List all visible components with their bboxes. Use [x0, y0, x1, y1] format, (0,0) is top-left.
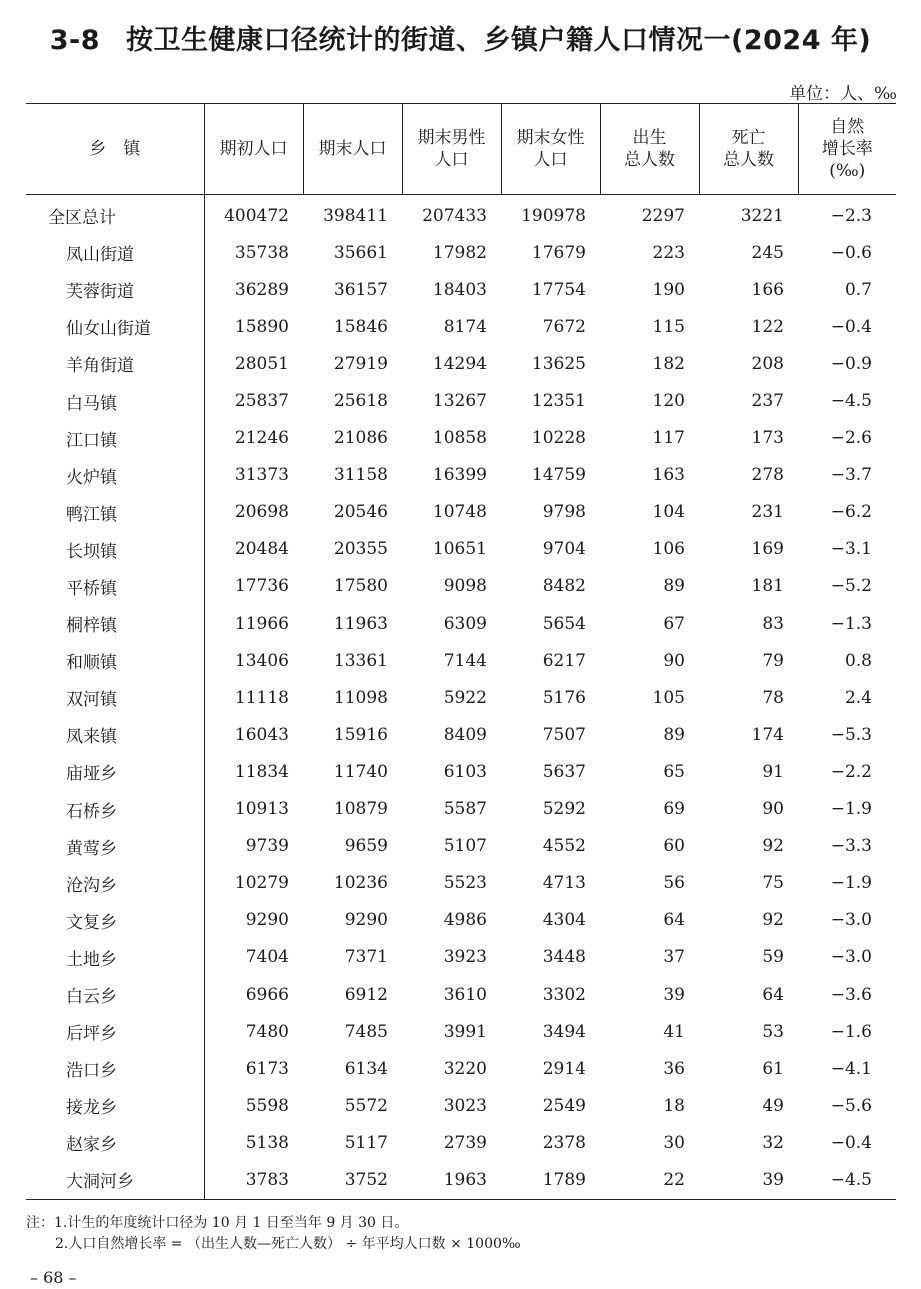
value-cell: 5117: [344, 1132, 388, 1153]
table-row: [26, 828, 896, 865]
value-cell: 13406: [234, 650, 289, 671]
value-cell: 27919: [333, 353, 388, 374]
column-header: 自然 增长率 (‰): [798, 104, 896, 195]
value-cell: 2.4: [844, 687, 872, 708]
table-row: [26, 345, 896, 382]
township-name-cell: 桐梓镇: [26, 605, 204, 642]
value-cell: −5.3: [830, 724, 872, 745]
value-cell: 20546: [333, 502, 388, 523]
table-row: [26, 939, 896, 976]
value-cell: 75: [762, 873, 784, 894]
value-cell: 15916: [333, 724, 388, 745]
value-cell: 11966: [234, 613, 289, 634]
value-cell: 231: [751, 502, 784, 523]
value-cell: 21246: [234, 428, 289, 449]
value-cell: 4304: [542, 910, 586, 931]
value-cell: 8409: [443, 724, 487, 745]
value-cell: 2549: [542, 1095, 586, 1116]
value-cell: 104: [652, 502, 685, 523]
value-cell: 7371: [344, 947, 388, 968]
value-cell: 9098: [443, 576, 487, 597]
column-header: 乡 镇: [26, 104, 204, 195]
value-cell: 9290: [245, 910, 289, 931]
value-cell: 15846: [333, 316, 388, 337]
value-cell: 169: [751, 539, 784, 560]
value-cell: 49: [762, 1095, 784, 1116]
value-cell: 1963: [402, 1161, 501, 1199]
township-name-cell: 凤来镇: [26, 716, 204, 753]
value-cell: 31158: [333, 465, 388, 486]
value-cell: 60: [663, 836, 685, 857]
value-cell: 35738: [234, 242, 289, 263]
value-cell: 3220: [443, 1058, 487, 1079]
value-cell: 64: [663, 910, 685, 931]
value-cell: 10236: [333, 873, 388, 894]
table-row: [26, 420, 896, 457]
township-name-cell: 沧沟乡: [26, 865, 204, 902]
township-name-cell: 石桥乡: [26, 791, 204, 828]
township-name-cell: 白云乡: [26, 976, 204, 1013]
township-name-cell: 庙垭乡: [26, 753, 204, 790]
value-cell: −3.3: [830, 836, 872, 857]
value-cell: 0.7: [844, 279, 872, 300]
value-cell: 30: [663, 1132, 685, 1153]
table-row: [26, 753, 896, 790]
table-row: [26, 234, 896, 271]
value-cell: 11740: [333, 761, 388, 782]
value-cell: 92: [762, 910, 784, 931]
footnotes: [26, 1213, 521, 1255]
value-cell: 36157: [333, 279, 388, 300]
township-name-cell: 火炉镇: [26, 457, 204, 494]
value-cell: 90: [663, 650, 685, 671]
value-cell: 9704: [542, 539, 586, 560]
value-cell: 4986: [443, 910, 487, 931]
township-name-cell: 长坝镇: [26, 531, 204, 568]
value-cell: 17754: [531, 279, 586, 300]
value-cell: 174: [751, 724, 784, 745]
value-cell: 190: [652, 279, 685, 300]
value-cell: 31373: [234, 465, 289, 486]
value-cell: 11118: [234, 687, 289, 708]
value-cell: 69: [663, 799, 685, 820]
value-cell: 5176: [542, 687, 586, 708]
value-cell: 17736: [234, 576, 289, 597]
value-cell: 3752: [303, 1161, 402, 1199]
value-cell: 78: [762, 687, 784, 708]
value-cell: 14759: [531, 465, 586, 486]
value-cell: 8174: [443, 316, 487, 337]
table-number: 3-8: [49, 25, 101, 56]
value-cell: −1.9: [830, 873, 872, 894]
value-cell: −0.6: [830, 242, 872, 263]
value-cell: 20698: [234, 502, 289, 523]
value-cell: 207433: [422, 205, 487, 226]
value-cell: −2.6: [830, 428, 872, 449]
value-cell: 6134: [344, 1058, 388, 1079]
footnote-2: 2.人口自然增长率 = （出生人数—死亡人数） ÷ 年平均人口数 × 1000‰: [55, 1236, 521, 1252]
township-name-cell: 仙女山街道: [26, 308, 204, 345]
value-cell: 53: [762, 1021, 784, 1042]
value-cell: 115: [652, 316, 685, 337]
page-number: – 68 –: [30, 1268, 77, 1287]
township-name-cell: 双河镇: [26, 679, 204, 716]
value-cell: −1.3: [830, 613, 872, 634]
township-name-cell: 江口镇: [26, 420, 204, 457]
value-cell: 64: [762, 984, 784, 1005]
table-row: [26, 642, 896, 679]
value-cell: −3.0: [830, 910, 872, 931]
township-name-cell: 大洞河乡: [26, 1161, 204, 1199]
township-name-cell: 全区总计: [26, 195, 204, 235]
population-table: [26, 103, 896, 1200]
township-name-cell: 土地乡: [26, 939, 204, 976]
value-cell: 105: [652, 687, 685, 708]
table-row: [26, 382, 896, 419]
table-row: [26, 1124, 896, 1161]
value-cell: 6173: [245, 1058, 289, 1079]
value-cell: 117: [652, 428, 685, 449]
value-cell: 7672: [542, 316, 586, 337]
township-name-cell: 接龙乡: [26, 1087, 204, 1124]
value-cell: 11834: [234, 761, 289, 782]
value-cell: 6309: [443, 613, 487, 634]
value-cell: 32: [762, 1132, 784, 1153]
value-cell: 7480: [245, 1021, 289, 1042]
value-cell: 79: [762, 650, 784, 671]
column-header: 死亡 总人数: [699, 104, 798, 195]
value-cell: 25618: [333, 391, 388, 412]
value-cell: 166: [751, 279, 784, 300]
value-cell: 5572: [344, 1095, 388, 1116]
value-cell: 7144: [443, 650, 487, 671]
value-cell: 3448: [542, 947, 586, 968]
page-title: [0, 18, 921, 57]
value-cell: −6.2: [830, 502, 872, 523]
value-cell: −4.1: [830, 1058, 872, 1079]
value-cell: 5922: [443, 687, 487, 708]
value-cell: 10651: [432, 539, 487, 560]
table-row: [26, 568, 896, 605]
table-row: [26, 457, 896, 494]
value-cell: 182: [652, 353, 685, 374]
value-cell: 90: [762, 799, 784, 820]
value-cell: 10913: [234, 799, 289, 820]
value-cell: 3610: [443, 984, 487, 1005]
value-cell: 7507: [542, 724, 586, 745]
value-cell: 5654: [542, 613, 586, 634]
value-cell: 35661: [333, 242, 388, 263]
value-cell: −4.5: [798, 1161, 896, 1199]
value-cell: 398411: [323, 205, 388, 226]
value-cell: 22: [600, 1161, 699, 1199]
value-cell: 13267: [432, 391, 487, 412]
value-cell: 39: [699, 1161, 798, 1199]
value-cell: 41: [663, 1021, 685, 1042]
value-cell: 39: [663, 984, 685, 1005]
township-name-cell: 后坪乡: [26, 1013, 204, 1050]
value-cell: −3.7: [830, 465, 872, 486]
value-cell: −0.4: [830, 316, 872, 337]
value-cell: 11098: [333, 687, 388, 708]
value-cell: 2739: [443, 1132, 487, 1153]
value-cell: 61: [762, 1058, 784, 1079]
value-cell: 20484: [234, 539, 289, 560]
value-cell: 92: [762, 836, 784, 857]
value-cell: 181: [751, 576, 784, 597]
value-cell: 3783: [204, 1161, 303, 1199]
column-header: 期末女性 人口: [501, 104, 600, 195]
value-cell: 2297: [641, 205, 685, 226]
value-cell: 163: [652, 465, 685, 486]
value-cell: 16399: [432, 465, 487, 486]
value-cell: 7404: [245, 947, 289, 968]
value-cell: 7485: [344, 1021, 388, 1042]
value-cell: −2.2: [830, 761, 872, 782]
column-header: 期初人口: [204, 104, 303, 195]
value-cell: 65: [663, 761, 685, 782]
table-row: [26, 308, 896, 345]
value-cell: 5138: [245, 1132, 289, 1153]
value-cell: 67: [663, 613, 685, 634]
value-cell: 245: [751, 242, 784, 263]
value-cell: 5587: [443, 799, 487, 820]
value-cell: 6103: [443, 761, 487, 782]
value-cell: 18403: [432, 279, 487, 300]
value-cell: −2.3: [830, 205, 872, 226]
township-name-cell: 文复乡: [26, 902, 204, 939]
value-cell: −1.9: [830, 799, 872, 820]
table-row: [26, 605, 896, 642]
value-cell: 89: [663, 576, 685, 597]
table-row: [26, 271, 896, 308]
township-name-cell: 和顺镇: [26, 642, 204, 679]
value-cell: 5637: [542, 761, 586, 782]
column-header: 出生 总人数: [600, 104, 699, 195]
value-cell: 190978: [521, 205, 586, 226]
value-cell: 10228: [531, 428, 586, 449]
value-cell: 17982: [432, 242, 487, 263]
value-cell: 9739: [245, 836, 289, 857]
township-name-cell: 赵家乡: [26, 1124, 204, 1161]
value-cell: −3.1: [830, 539, 872, 560]
value-cell: 173: [751, 428, 784, 449]
value-cell: 9290: [344, 910, 388, 931]
value-cell: 0.8: [844, 650, 872, 671]
footnote-1: 注：1.计生的年度统计口径为 10 月 1 日至当年 9 月 30 日。: [26, 1215, 409, 1231]
value-cell: 120: [652, 391, 685, 412]
table-title: 按卫生健康口径统计的街道、乡镇户籍人口情况一(2024 年): [126, 25, 872, 56]
township-name-cell: 白马镇: [26, 382, 204, 419]
township-name-cell: 羊角街道: [26, 345, 204, 382]
value-cell: −5.2: [830, 576, 872, 597]
value-cell: 208: [751, 353, 784, 374]
value-cell: 14294: [432, 353, 487, 374]
value-cell: 4552: [542, 836, 586, 857]
table-row: [26, 1161, 896, 1199]
value-cell: 106: [652, 539, 685, 560]
value-cell: 10858: [432, 428, 487, 449]
value-cell: 5598: [245, 1095, 289, 1116]
value-cell: 3221: [740, 205, 784, 226]
value-cell: 400472: [224, 205, 289, 226]
value-cell: 3494: [542, 1021, 586, 1042]
value-cell: 9659: [344, 836, 388, 857]
value-cell: 17580: [333, 576, 388, 597]
value-cell: −0.4: [830, 1132, 872, 1153]
value-cell: 37: [663, 947, 685, 968]
value-cell: 3991: [443, 1021, 487, 1042]
value-cell: 6966: [245, 984, 289, 1005]
value-cell: −3.6: [830, 984, 872, 1005]
value-cell: 223: [652, 242, 685, 263]
value-cell: 10879: [333, 799, 388, 820]
table-row: [26, 976, 896, 1013]
value-cell: 3023: [443, 1095, 487, 1116]
column-header: 期末人口: [303, 104, 402, 195]
township-name-cell: 黄莺乡: [26, 828, 204, 865]
value-cell: 56: [663, 873, 685, 894]
value-cell: −4.5: [830, 391, 872, 412]
township-name-cell: 鸭江镇: [26, 494, 204, 531]
value-cell: 91: [762, 761, 784, 782]
value-cell: 16043: [234, 724, 289, 745]
value-cell: 3302: [542, 984, 586, 1005]
table-row-total: [26, 195, 896, 235]
table-row: [26, 716, 896, 753]
value-cell: 83: [762, 613, 784, 634]
value-cell: 237: [751, 391, 784, 412]
township-name-cell: 浩口乡: [26, 1050, 204, 1087]
value-cell: 8482: [542, 576, 586, 597]
value-cell: 3923: [443, 947, 487, 968]
table-body: [26, 195, 896, 1200]
value-cell: 36: [663, 1058, 685, 1079]
value-cell: −1.6: [830, 1021, 872, 1042]
value-cell: 18: [663, 1095, 685, 1116]
table-row: [26, 1050, 896, 1087]
value-cell: 1789: [501, 1161, 600, 1199]
value-cell: 28051: [234, 353, 289, 374]
value-cell: 6912: [344, 984, 388, 1005]
value-cell: 21086: [333, 428, 388, 449]
table-row: [26, 902, 896, 939]
value-cell: 9798: [542, 502, 586, 523]
value-cell: 2378: [542, 1132, 586, 1153]
value-cell: 11963: [333, 613, 388, 634]
table-row: [26, 1087, 896, 1124]
table-row: [26, 1013, 896, 1050]
township-name-cell: 凤山街道: [26, 234, 204, 271]
value-cell: 4713: [542, 873, 586, 894]
value-cell: −5.6: [830, 1095, 872, 1116]
table-row: [26, 865, 896, 902]
township-name-cell: 平桥镇: [26, 568, 204, 605]
population-table-container: [26, 103, 896, 1200]
table-header-row: [26, 104, 896, 195]
value-cell: 5523: [443, 873, 487, 894]
value-cell: −3.0: [830, 947, 872, 968]
value-cell: −0.9: [830, 353, 872, 374]
column-header: 期末男性 人口: [402, 104, 501, 195]
value-cell: 20355: [333, 539, 388, 560]
value-cell: 278: [751, 465, 784, 486]
table-row: [26, 679, 896, 716]
value-cell: 59: [762, 947, 784, 968]
value-cell: 36289: [234, 279, 289, 300]
value-cell: 122: [751, 316, 784, 337]
value-cell: 17679: [531, 242, 586, 263]
value-cell: 5107: [443, 836, 487, 857]
value-cell: 13625: [531, 353, 586, 374]
value-cell: 6217: [542, 650, 586, 671]
table-row: [26, 494, 896, 531]
value-cell: 15890: [234, 316, 289, 337]
value-cell: 25837: [234, 391, 289, 412]
value-cell: 89: [663, 724, 685, 745]
value-cell: 5292: [542, 799, 586, 820]
table-row: [26, 531, 896, 568]
value-cell: 12351: [531, 391, 586, 412]
value-cell: 13361: [333, 650, 388, 671]
table-row: [26, 791, 896, 828]
township-name-cell: 芙蓉街道: [26, 271, 204, 308]
value-cell: 10279: [234, 873, 289, 894]
unit-label: 单位：人、‰: [789, 84, 897, 104]
value-cell: 10748: [432, 502, 487, 523]
value-cell: 2914: [542, 1058, 586, 1079]
